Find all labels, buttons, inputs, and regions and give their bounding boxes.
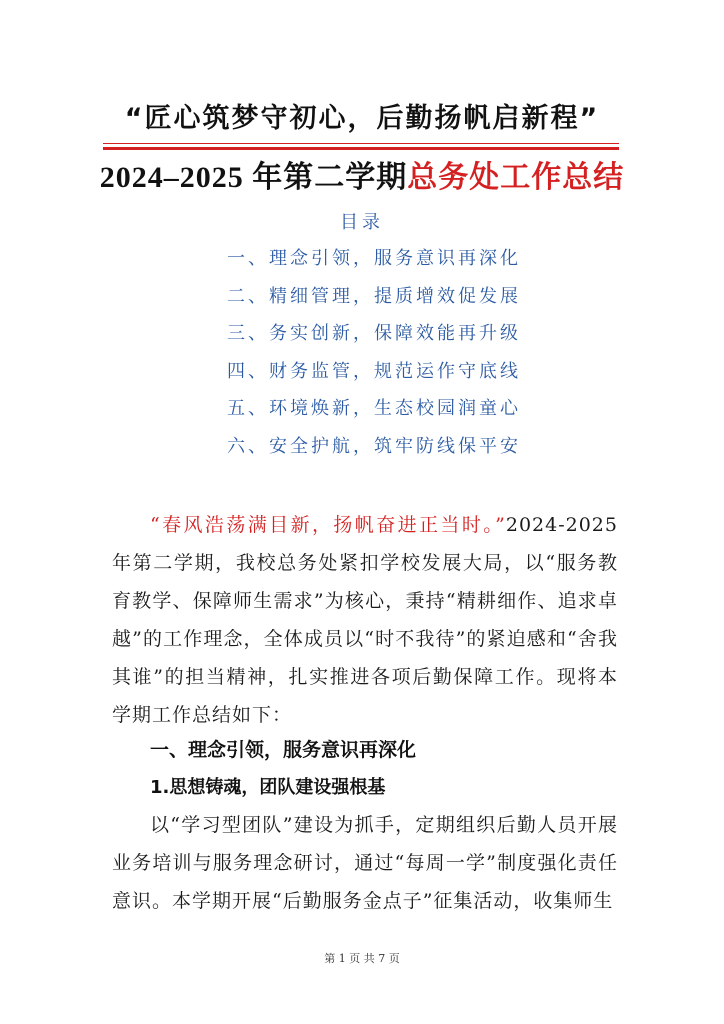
- red-divider-thick: [103, 147, 619, 150]
- toc-item-6[interactable]: 六、安全护航，筑牢防线保平安: [227, 435, 521, 457]
- title-prefix: 2024–2025 年第二学期: [99, 161, 408, 194]
- title-highlight: 总务处工作总结: [407, 161, 625, 194]
- motto-heading: “匠心筑梦守初心，后勤扬帆启新程”: [124, 103, 600, 134]
- section-heading-1: 一、理念引领，服务意识再深化: [150, 739, 417, 761]
- page-footer: 第 1 页 共 7 页: [324, 952, 400, 965]
- toc-item-2[interactable]: 二、精细管理，提质增效促发展: [227, 285, 521, 307]
- section1-paragraph: 以“学习型团队”建设为抓手，定期组织后勤人员开展业务培训与服务理念研讨，通过“每周一学”制度强化责任意识。本学期开展“后勤服务金点子”征集活动，收集师生: [112, 814, 618, 912]
- toc-item-1[interactable]: 一、理念引领，服务意识再深化: [227, 248, 521, 269]
- intro-text: 2024-2025 年第二学期，我校总务处紧扣学校发展大局，以“服务教育教学、保障师生需求”为核心，秉持“精耕细作、追求卓越”的工作理念，全体成员以“时不我待”的紧迫感和“舍我其谁”的担当精神，扎实推进各项后勤保障工作。现将本学期工作总结如下：: [112, 514, 618, 726]
- toc-item-4[interactable]: 四、财务监管，规范运作守底线: [227, 360, 521, 382]
- table-of-contents: [227, 244, 521, 470]
- page-title: [0, 152, 724, 196]
- toc-item-5[interactable]: 五、环境焕新，生态校园润童心: [227, 398, 521, 420]
- toc-heading: 目录: [340, 212, 384, 233]
- sub-heading-1-1: 1.思想铸魂，团队建设强根基: [150, 777, 386, 798]
- toc-item-3[interactable]: 三、务实创新，保障效能再升级: [227, 323, 521, 345]
- intro-lead-quote: “春风浩荡满目新，扬帆奋进正当时。”: [150, 514, 506, 536]
- red-divider-thin: [103, 143, 619, 144]
- intro-paragraph: [112, 506, 618, 734]
